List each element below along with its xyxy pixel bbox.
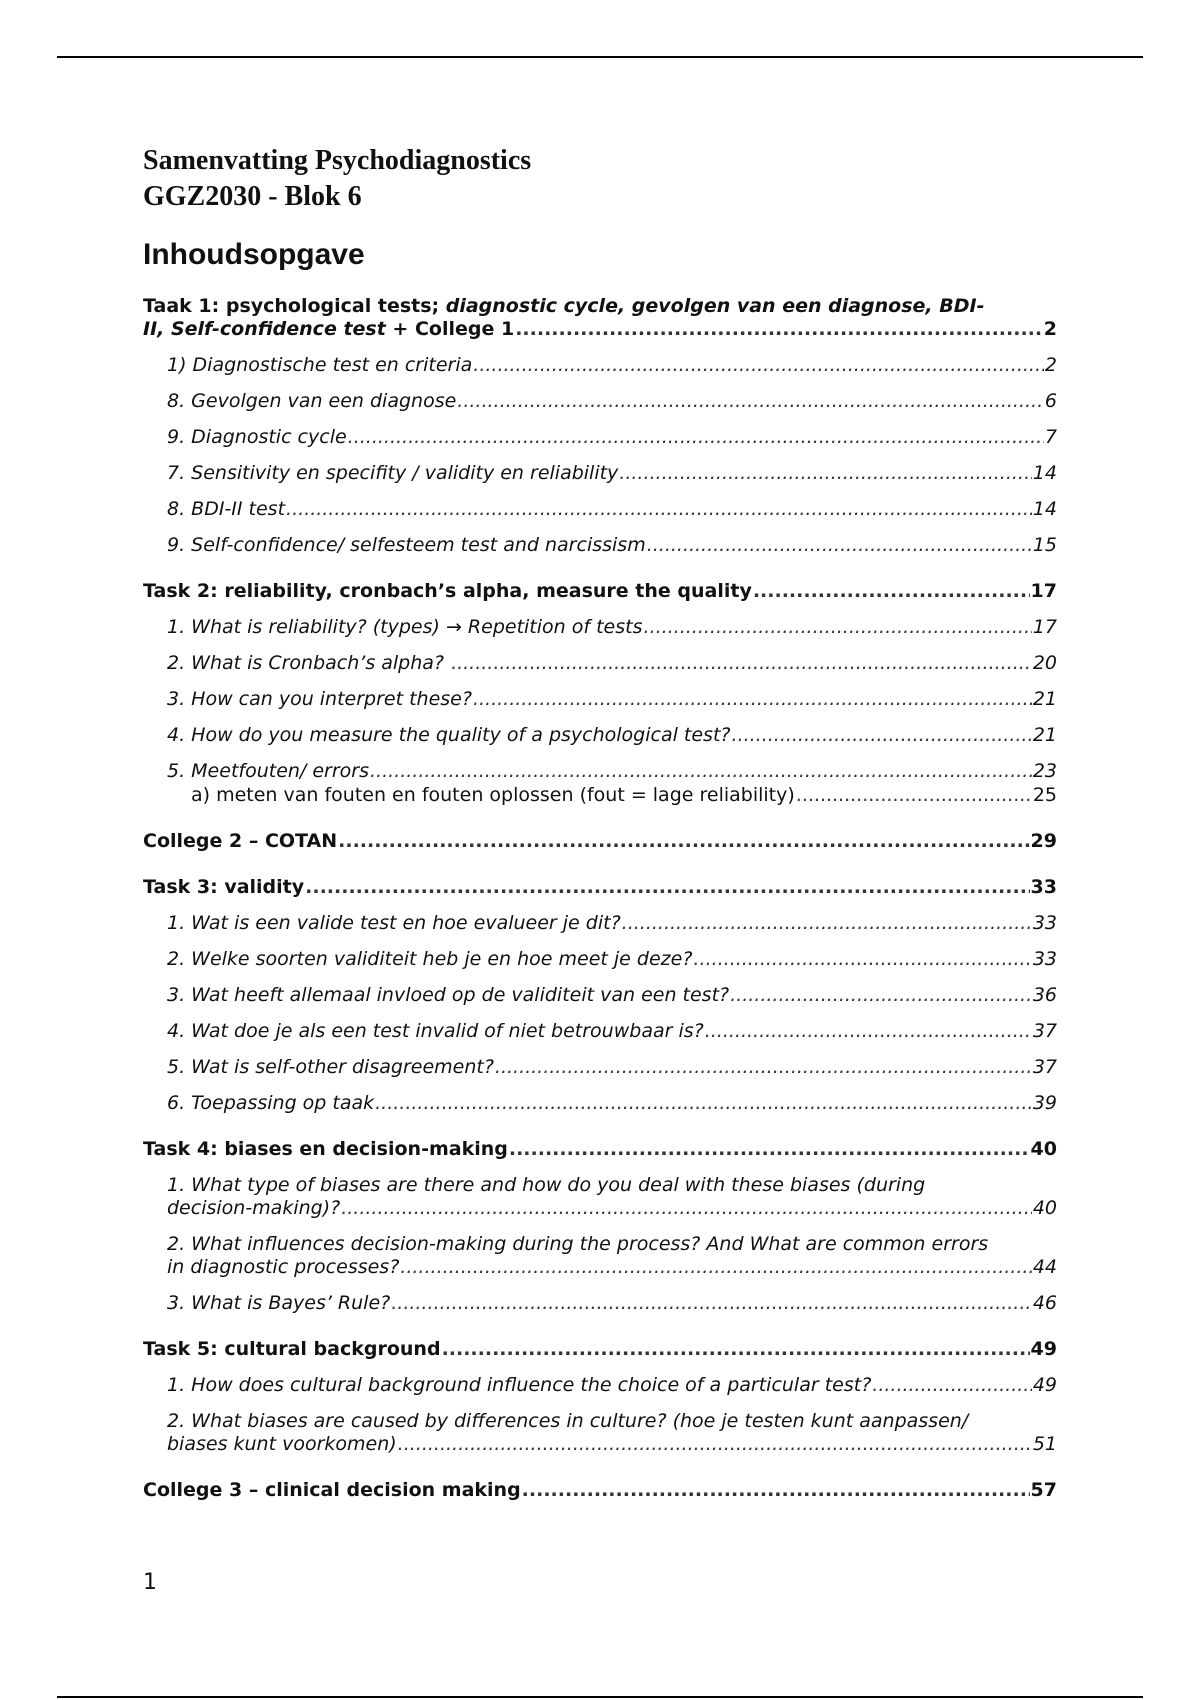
- toc-entry-page: 46: [1032, 1292, 1057, 1314]
- toc-entry-label: College 3 – clinical decision making: [143, 1479, 521, 1501]
- toc-entry[interactable]: [143, 498, 1057, 521]
- toc-entry-label: 3. Wat heeft allemaal invloed op de validiteit van een test?: [167, 984, 730, 1006]
- toc-entry-label: College 2 – COTAN: [143, 830, 338, 852]
- toc-entry-label: 4. How do you measure the quality of a psychological test?: [167, 724, 731, 746]
- leader-dots: [732, 724, 1032, 747]
- leader-dots: [286, 498, 1032, 521]
- toc-entry-page: 37: [1032, 1056, 1057, 1078]
- toc-entry-college3[interactable]: [143, 1479, 1057, 1502]
- toc-entry-page: 17: [1032, 616, 1057, 638]
- toc-entry-label: 2. Welke soorten validiteit heb je en hoe meet je deze?: [167, 948, 693, 970]
- toc-entry-label: 9. Self-confidence/ selfesteem test and narcissism: [167, 534, 646, 556]
- toc-entry-college2[interactable]: [143, 830, 1057, 853]
- page-number: 1: [143, 1570, 157, 1595]
- toc-entry-label: 2. What is Cronbach’s alpha?: [167, 652, 451, 674]
- toc-entry[interactable]: [143, 912, 1057, 935]
- toc-entry-label: 1. How does cultural background influence the choice of a particular test?: [167, 1374, 872, 1396]
- leader-dots: [509, 1138, 1030, 1161]
- toc-entry-label: 1. What is reliability? (types) → Repetition of tests: [167, 616, 643, 638]
- leader-dots: [705, 1020, 1032, 1043]
- toc-entry[interactable]: [143, 354, 1057, 377]
- toc-entry-page: 39: [1032, 1092, 1057, 1114]
- leader-dots: [442, 1338, 1030, 1361]
- document-title: [143, 143, 1057, 215]
- toc-entry[interactable]: [143, 1020, 1057, 1043]
- toc-entry[interactable]: [143, 1292, 1057, 1315]
- leader-dots: [341, 1197, 1032, 1220]
- leader-dots: [473, 354, 1044, 377]
- toc-entry[interactable]: [143, 652, 1057, 675]
- leader-dots: [370, 760, 1032, 783]
- leader-dots: [619, 462, 1032, 485]
- toc-entry[interactable]: [143, 462, 1057, 485]
- toc-entry-task4[interactable]: [143, 1138, 1057, 1161]
- toc-entry-label-line2: biases kunt voorkomen): [167, 1433, 397, 1455]
- toc-entry-label-line1: 2. What biases are caused by differences in culture? (hoe je testen kunt aanpassen/: [167, 1410, 969, 1432]
- toc-entry[interactable]: [143, 1410, 1057, 1456]
- toc-entry-task3[interactable]: [143, 876, 1057, 899]
- leader-dots: [753, 580, 1030, 603]
- leader-dots: [457, 390, 1044, 413]
- toc-entry-page: 2: [1043, 318, 1057, 340]
- title-line-2: GGZ2030 - Blok 6: [143, 181, 362, 212]
- toc-entry-page: 33: [1030, 876, 1057, 898]
- toc-entry-label: Task 4: biases en decision-making: [143, 1138, 508, 1160]
- toc-entry[interactable]: [143, 760, 1057, 783]
- header-rule: [57, 56, 1143, 58]
- toc-entry-label: 7. Sensitivity en specifity / validity en reliability: [167, 462, 619, 484]
- leader-dots: [647, 534, 1032, 557]
- leader-dots: [515, 318, 1043, 341]
- toc-entry[interactable]: [143, 616, 1057, 639]
- toc-entry[interactable]: [143, 390, 1057, 413]
- document-body: [143, 143, 1057, 1502]
- leader-dots: [451, 652, 1032, 675]
- toc-entry-page: 23: [1032, 760, 1057, 782]
- leader-dots: [348, 426, 1044, 449]
- leader-dots: [375, 1092, 1032, 1115]
- toc-entry[interactable]: [143, 1174, 1057, 1220]
- toc-entry-page: 44: [1032, 1256, 1057, 1278]
- toc-entry-label-line2: decision-making)?: [167, 1197, 341, 1219]
- leader-dots: [796, 784, 1032, 807]
- toc-entry[interactable]: [143, 688, 1057, 711]
- leader-dots: [622, 912, 1032, 935]
- toc-entry-task1-label-d: + College 1: [385, 318, 515, 340]
- footer-rule: [57, 1696, 1143, 1698]
- toc-entry-label: 3. How can you interpret these?: [167, 688, 472, 710]
- toc-entry-label: Task 5: cultural background: [143, 1338, 441, 1360]
- toc-entry-page: 14: [1032, 462, 1057, 484]
- toc-entry-label: 3. What is Bayes’ Rule?: [167, 1292, 391, 1314]
- title-line-1: Samenvatting Psychodiagnostics: [143, 145, 532, 176]
- leader-dots: [305, 876, 1029, 899]
- toc-entry-page: 29: [1030, 830, 1057, 852]
- toc-entry-label: 8. BDI-II test: [167, 498, 286, 520]
- toc-entry-label: 1) Diagnostische test en criteria: [167, 354, 473, 376]
- toc-entry-task1[interactable]: [143, 295, 1057, 341]
- toc-entry-task1-label-c: II, Self-confidence test: [143, 318, 386, 340]
- leader-dots: [495, 1056, 1032, 1079]
- toc-heading: Inhoudsopgave: [143, 238, 365, 271]
- toc-entry-label: Task 3: validity: [143, 876, 305, 898]
- toc-entry-page: 49: [1032, 1374, 1057, 1396]
- toc-entry-label-line2: in diagnostic processes?: [167, 1256, 400, 1278]
- leader-dots: [522, 1479, 1030, 1502]
- toc-entry-page: 40: [1032, 1197, 1057, 1219]
- toc-entry-label: Task 2: reliability, cronbach’s alpha, measure the quality: [143, 580, 752, 602]
- leader-dots: [338, 830, 1029, 853]
- toc-entry-page: 6: [1044, 390, 1057, 412]
- table-of-contents: [143, 295, 1057, 1502]
- toc-entry-page: 49: [1030, 1338, 1057, 1360]
- toc-entry[interactable]: [143, 1233, 1057, 1279]
- leader-dots: [643, 616, 1031, 639]
- toc-entry-label: 5. Meetfouten/ errors: [167, 760, 370, 782]
- toc-entry-label: 9. Diagnostic cycle: [167, 426, 347, 448]
- toc-entry-label: 1. Wat is een valide test en hoe evalueer je dit?: [167, 912, 621, 934]
- toc-entry-label: 5. Wat is self-other disagreement?: [167, 1056, 494, 1078]
- toc-entry-page: 25: [1032, 784, 1057, 806]
- toc-entry[interactable]: [143, 1374, 1057, 1397]
- toc-entry-page: 17: [1030, 580, 1057, 602]
- toc-entry-task1-label-a: Taak 1: psychological tests;: [143, 295, 446, 317]
- toc-entry-page: 2: [1044, 354, 1057, 376]
- leader-dots: [730, 984, 1032, 1007]
- leader-dots: [473, 688, 1032, 711]
- toc-entry-page: 33: [1032, 948, 1057, 970]
- leader-dots: [398, 1433, 1032, 1456]
- toc-entry-page: 51: [1032, 1433, 1057, 1455]
- toc-entry-label-line1: 2. What influences decision-making during the process? And What are common errors: [167, 1233, 989, 1255]
- toc-entry[interactable]: [143, 426, 1057, 449]
- toc-entry-page: 37: [1032, 1020, 1057, 1042]
- toc-entry-page: 7: [1044, 426, 1057, 448]
- toc-entry[interactable]: [143, 724, 1057, 747]
- toc-entry-page: 36: [1032, 984, 1057, 1006]
- toc-entry[interactable]: [143, 948, 1057, 971]
- leader-dots: [400, 1256, 1032, 1279]
- toc-entry-page: 21: [1032, 724, 1057, 746]
- toc-entry-label-line1: 1. What type of biases are there and how do you deal with these biases (during: [167, 1174, 926, 1196]
- leader-dots: [693, 948, 1031, 971]
- toc-entry-task1-label-b: diagnostic cycle, gevolgen van een diagnose, BDI-: [445, 295, 985, 317]
- toc-entry-page: 14: [1032, 498, 1057, 520]
- toc-entry-page: 33: [1032, 912, 1057, 934]
- toc-entry[interactable]: [143, 1056, 1057, 1079]
- toc-entry-label: 4. Wat doe je als een test invalid of niet betrouwbaar is?: [167, 1020, 704, 1042]
- toc-entry-page: 21: [1032, 688, 1057, 710]
- toc-entry-sub[interactable]: [143, 784, 1057, 807]
- toc-entry-page: 20: [1032, 652, 1057, 674]
- toc-entry-label: 6. Toepassing op taak: [167, 1092, 375, 1114]
- leader-dots: [872, 1374, 1032, 1397]
- toc-entry[interactable]: [143, 984, 1057, 1007]
- leader-dots: [391, 1292, 1032, 1315]
- toc-entry-task5[interactable]: [143, 1338, 1057, 1361]
- toc-entry[interactable]: [143, 534, 1057, 557]
- toc-entry[interactable]: [143, 1092, 1057, 1115]
- toc-entry-label: 8. Gevolgen van een diagnose: [167, 390, 457, 412]
- toc-entry-page: 40: [1030, 1138, 1057, 1160]
- toc-entry-page: 15: [1032, 534, 1057, 556]
- toc-entry-label: a) meten van fouten en fouten oplossen (fout = lage reliability): [191, 784, 795, 806]
- toc-entry-task2[interactable]: [143, 580, 1057, 603]
- toc-entry-page: 57: [1030, 1479, 1057, 1501]
